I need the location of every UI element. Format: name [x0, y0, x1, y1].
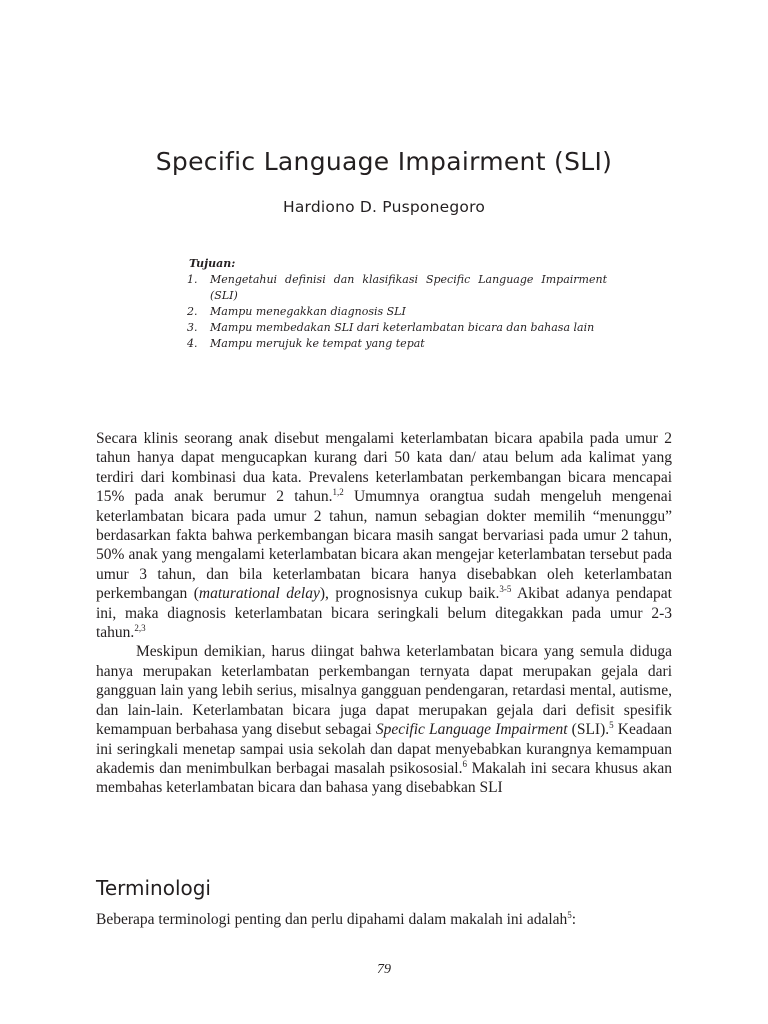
section-intro-text: Beberapa terminologi penting dan perlu dipahami dalam makalah ini adalah	[96, 911, 568, 928]
paragraph-2-text-a: Meskipun demikian, harus diingat bahwa keterlambatan bicara yang semula diduga hanya merupakan keterlambatan perkembangan ternyata dapat merupakan gejala dari gangguan lain yang lebih serius, misalnya gangguan pendengaran, retardasi mental, autisme, dan lain-lain. Keterlambatan bicara juga dapat merupakan gejala dari defisit spesifik kemampuan berbahasa yang disebut sebagai	[96, 643, 672, 739]
objective-text: Mampu menegakkan diagnosis SLI	[210, 305, 406, 318]
citation-superscript: 5	[609, 720, 614, 731]
objective-text: Mampu membedakan SLI dari keterlambatan bicara dan bahasa lain	[210, 321, 595, 334]
citation-superscript: 6	[462, 758, 467, 769]
paragraph-1-text-a: Secara klinis seorang anak disebut mengalami keterlambatan bicara apabila pada umur 2 tahun hanya dapat mengucapkan kurang dari 50 kata dan/ atau belum ada kalimat yang terdiri dari kombinasi dua kata. Prevalens keterlambatan perkembangan bicara mencapai 15% pada anak berumur 2 tahun.	[96, 430, 672, 506]
article-title: Specific Language Impairment (SLI)	[155, 147, 613, 176]
paragraph-1-text-c: ), prognosisnya cukup baik.	[319, 585, 500, 603]
objectives-heading: Tujuan:	[189, 257, 236, 270]
article-author: Hardiono D. Pusponegoro	[283, 198, 485, 216]
paragraph-2-text-b: (SLI).	[567, 721, 610, 739]
paragraph-1-text-d: Akibat adanya pendapat ini, maka diagnosis keterlambatan bicara seringkali belum ditegakkan pada umur 2-3 tahun.	[96, 585, 672, 642]
section-intro	[96, 910, 672, 929]
objective-number: 4.	[187, 337, 198, 350]
objective-number: 3.	[187, 321, 198, 334]
paragraph-2-text-c: Keadaan ini seringkali menetap sampai usia sekolah dan dapat menyebabkan kurangnya kemampuan akademis dan menimbulkan berbagai masalah psikososial.	[96, 721, 673, 777]
citation-superscript: 5	[567, 910, 572, 920]
paragraph-1-text-b: Umumnya orangtua sudah mengeluh mengenai keterlambatan bicara pada umur 2 tahun, namun sebagian dokter memilih “menunggu” berdasarkan fakta bahwa perkembangan bicara masih sangat bervariasi pada umur 2 tahun, 50% anak yang mengalami keterlambatan bicara akan mengejar keterlambatan tersebut pada umur 3 tahun, dan bila keterlambatan bicara hanya disebabkan oleh keterlambatan perkembangan (	[96, 488, 672, 603]
section-heading: Terminologi	[96, 876, 211, 900]
citation-superscript: 2,3	[134, 623, 146, 634]
objective-number: 1.	[187, 273, 198, 286]
italic-term: maturational delay	[198, 585, 320, 603]
paragraph-1	[96, 429, 672, 642]
citation-superscript: 3-5	[499, 584, 512, 595]
objectives-box	[187, 256, 607, 352]
objective-item	[187, 304, 607, 320]
objective-item	[187, 336, 607, 352]
objective-number: 2.	[187, 305, 198, 318]
objective-item	[187, 272, 607, 304]
paragraph-2-text-d: Makalah ini secara khusus akan membahas keterlambatan bicara dan bahasa yang disebabkan SLI	[96, 759, 672, 797]
italic-term: Specific Language Impairment	[375, 721, 568, 739]
objective-text: Mengetahui definisi dan klasifikasi Specific Language Impairment (SLI)	[210, 273, 607, 302]
section-intro-end: :	[571, 911, 577, 928]
objective-text: Mampu merujuk ke tempat yang tepat	[210, 337, 425, 350]
objective-item	[187, 320, 607, 336]
citation-superscript: 1,2	[332, 487, 344, 498]
page-number: 79	[377, 962, 391, 977]
paragraph-2	[96, 642, 672, 797]
objectives-list	[187, 272, 607, 352]
body-text	[96, 429, 672, 798]
